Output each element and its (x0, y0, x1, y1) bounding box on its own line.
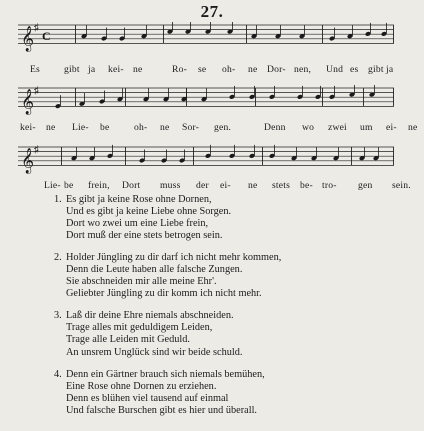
lyric-syllable: ja (386, 64, 394, 75)
lyric-syllable: stets (272, 180, 291, 191)
lyric-syllable: be (64, 180, 74, 191)
verse-line: Trage alles mit geduldigem Leiden, (66, 322, 213, 334)
lyric-syllable: der (196, 180, 209, 191)
staff (18, 144, 394, 174)
lyric-syllable: ne (160, 122, 170, 133)
lyric-syllable: Dort (122, 180, 141, 191)
verse-line: An unsrem Unglück sind wir beide schuld. (66, 346, 243, 358)
lyric-syllable: nen, (294, 64, 312, 75)
lyric-syllable: zwei (328, 122, 347, 133)
verse-line: Dort wo zwei um eine Liebe frein, (66, 218, 209, 230)
lyric-syllable: ne (133, 64, 143, 75)
lyric-syllable: ne (408, 122, 418, 133)
music-staff-system-3 (18, 144, 394, 174)
lyric-syllable: Es (30, 64, 40, 75)
lyric-syllable: wo (302, 122, 315, 133)
verse-line: Es gibt ja keine Rose ohne Dornen, (66, 194, 212, 205)
treble-clef-icon: 𝄞 (21, 148, 35, 174)
lyric-syllable: Ro- (172, 64, 187, 75)
lyric-syllable: um (360, 122, 373, 133)
lyric-syllable: Sor- (182, 122, 200, 133)
key-signature-sharp-icon: ♯ (34, 85, 39, 97)
music-staff-system-1 (18, 22, 394, 52)
lyric-syllable: sein. (392, 180, 411, 191)
lyric-syllable: gibt (64, 64, 80, 75)
lyric-syllable: se (198, 64, 207, 75)
verse-line: Geliebter Jüngling zu dir komm ich nicht mehr. (66, 288, 262, 300)
music-staff-system-2 (18, 85, 394, 115)
key-signature-sharp-icon: ♯ (34, 144, 39, 156)
verse-line: Trage alle Leiden mit Geduld. (66, 334, 191, 346)
verses (54, 194, 281, 427)
verse-number: 1. (54, 194, 62, 205)
lyric-syllable: be (100, 122, 110, 133)
verse-line: Holder Jüngling zu dir darf ich nicht mehr kommen, (66, 252, 282, 264)
lyric-syllable: ei- (220, 180, 231, 191)
lyric-syllable: ne (248, 180, 258, 191)
lyric-syllable: Lie- (72, 122, 89, 133)
lyric-syllable: Dor- (267, 64, 286, 75)
verse-line: Eine Rose ohne Dornen zu erziehen. (66, 380, 217, 392)
treble-clef-icon: 𝄞 (21, 89, 35, 115)
verse-1 (54, 194, 281, 242)
song-number: 27. (200, 2, 224, 21)
staff (18, 85, 394, 115)
time-signature-icon: C (42, 28, 51, 43)
verse-line: Denn es blühen viel tausend auf einmal (66, 392, 229, 404)
lyric-syllable: gen. (214, 122, 232, 133)
verse-line: Sie abschneiden mir alle meine Ehr'. (66, 276, 217, 288)
verse-4 (54, 369, 281, 417)
verse-3 (54, 310, 281, 358)
lyric-syllable: gibt (368, 64, 384, 75)
verse-line: Denn ein Gärtner brauch sich niemals bemühen, (66, 368, 265, 380)
lyric-syllable: Denn (264, 122, 286, 133)
lyric-syllable: be- (300, 180, 313, 191)
lyric-syllable: ne (248, 64, 258, 75)
lyric-syllable: kei- (20, 122, 36, 133)
treble-clef-icon: 𝄞 (21, 26, 35, 52)
verse-line: Denn die Leute haben alle falsche Zungen. (66, 264, 243, 276)
verse-number: 2. (54, 252, 62, 264)
verse-number: 4. (54, 368, 62, 380)
lyric-syllable: oh- (222, 64, 236, 75)
verse-line: Laß dir deine Ehre niemals abschneiden. (66, 310, 234, 322)
lyric-syllable: kei- (108, 64, 124, 75)
lyric-syllable: ne (46, 122, 56, 133)
lyric-syllable: ja (88, 64, 96, 75)
verse-line: Und es gibt ja keine Liebe ohne Sorgen. (66, 206, 232, 218)
lyric-syllable: es (350, 64, 359, 75)
lyric-syllable: Lie- (44, 180, 61, 191)
key-signature-sharp-icon: ♯ (34, 22, 39, 34)
verse-2 (54, 252, 281, 300)
lyric-syllable: Und (326, 64, 344, 75)
staff (18, 22, 394, 52)
lyric-syllable: ei- (386, 122, 397, 133)
lyric-syllable: gen (358, 180, 373, 191)
lyric-syllable: muss (160, 180, 181, 191)
lyric-syllable: tro- (322, 180, 337, 191)
verse-line: Und falsche Burschen gibt es hier und überall. (66, 404, 258, 416)
verse-line: Dort muß der eine stets betrogen sein. (66, 230, 223, 242)
lyric-syllable: oh- (134, 122, 148, 133)
lyric-syllable: frein, (88, 180, 110, 191)
verse-number: 3. (54, 310, 62, 322)
